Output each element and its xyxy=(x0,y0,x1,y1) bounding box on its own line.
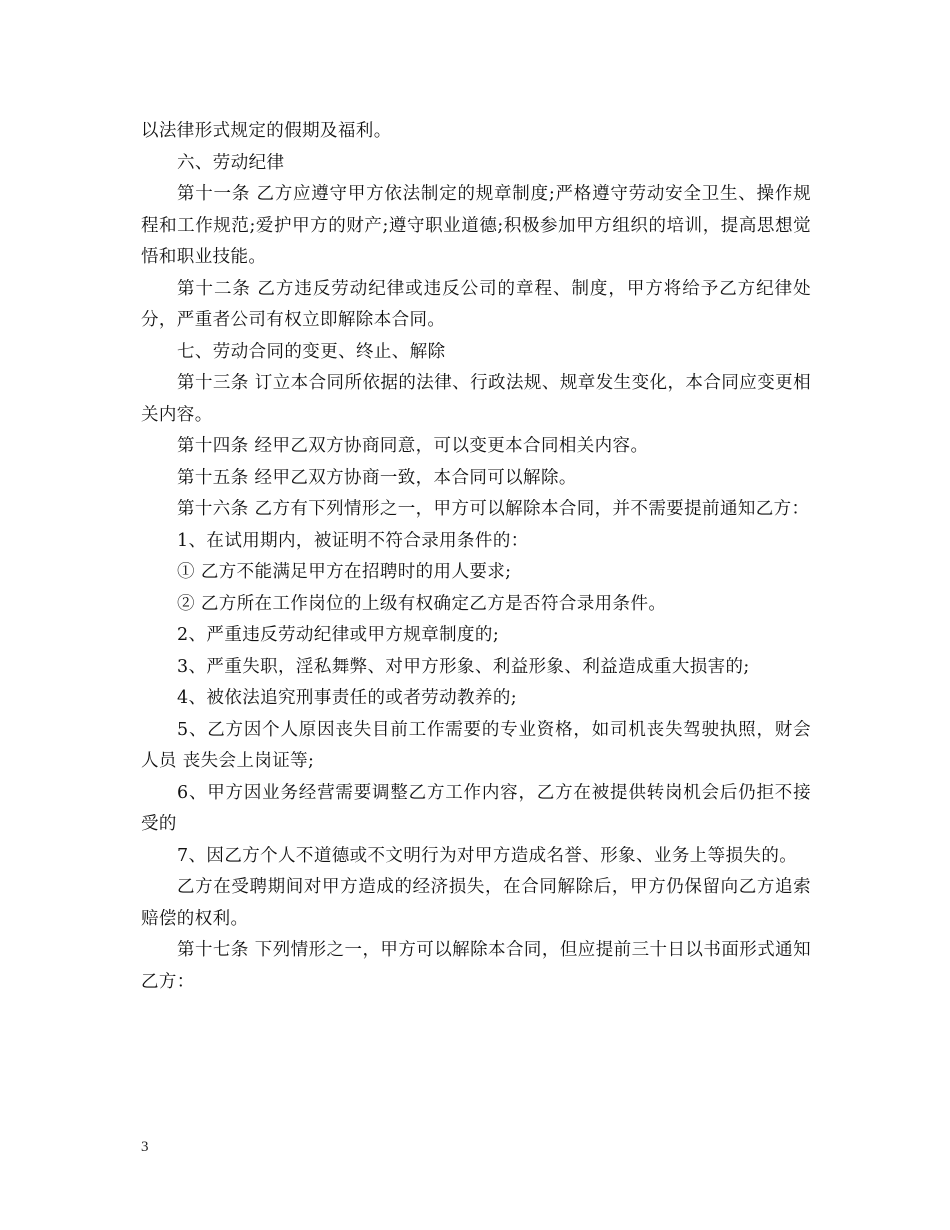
article-16: 第十六条 乙方有下列情形之一，甲方可以解除本合同，并不需要提前通知乙方： xyxy=(177,499,810,519)
list-item-1: 1、在试用期内，被证明不符合录用条件的： xyxy=(177,530,529,551)
article-11: 第十一条 乙方应遵守甲方依法制定的规章制度;严格遵守劳动安全卫生、操作规程和工作规范;爱护甲方的财产;遵守职业道德;积极参加甲方组织的培训，提高思想觉悟和职业技能。 xyxy=(141,184,811,267)
article-14: 第十四条 经甲乙双方协商同意，可以变更本合同相关内容。 xyxy=(177,436,649,456)
article-13: 第十三条 订立本合同所依据的法律、行政法规、规章发生变化，本合同应变更相关内容。 xyxy=(141,373,811,425)
paragraph-leave-benefits: 以法律形式规定的假期及福利。 xyxy=(141,121,392,141)
article-15: 第十五条 经甲乙双方协商一致，本合同可以解除。 xyxy=(177,467,577,488)
list-item-4: 4、被依法追究刑事责任的或者劳动教养的; xyxy=(177,688,518,708)
paragraph-compensation: 乙方在受聘期间对甲方造成的经济损失，在合同解除后，甲方仍保留向乙方追索赔偿的权利。 xyxy=(141,877,811,929)
list-item-3: 3、严重失职，淫私舞弊、对甲方形象、利益形象、利益造成重大损害的; xyxy=(177,656,750,677)
section-heading-labor-discipline: 六、劳动纪律 xyxy=(177,152,285,173)
list-item-5: 5、乙方因个人原因丧失目前工作需要的专业资格，如司机丧失驾驶执照，财会人员 丧失会上岗证等; xyxy=(141,719,811,771)
list-item-6: 6、甲方因业务经营需要调整乙方工作内容，乙方在被提供转岗机会后仍拒不接受的 xyxy=(141,782,811,834)
sub-item-1: ① 乙方不能满足甲方在招聘时的用人要求; xyxy=(177,562,512,582)
article-17: 第十七条 下列情形之一，甲方可以解除本合同，但应提前三十日以书面形式通知乙方： xyxy=(141,940,811,992)
document-body xyxy=(141,116,811,998)
sub-item-2: ② 乙方所在工作岗位的上级有权确定乙方是否符合录用条件。 xyxy=(177,593,667,614)
article-12: 第十二条 乙方违反劳动纪律或违反公司的章程、制度，甲方将给予乙方纪律处分，严重者公司有权立即解除本合同。 xyxy=(141,278,811,330)
list-item-2: 2、严重违反劳动纪律或甲方规章制度的; xyxy=(177,625,500,645)
section-heading-contract-change: 七、劳动合同的变更、终止、解除 xyxy=(177,341,446,362)
list-item-7: 7、因乙方个人不道德或不文明行为对甲方造成名誉、形象、业务上等损失的。 xyxy=(177,845,798,866)
page-number: 3 xyxy=(141,1139,149,1155)
